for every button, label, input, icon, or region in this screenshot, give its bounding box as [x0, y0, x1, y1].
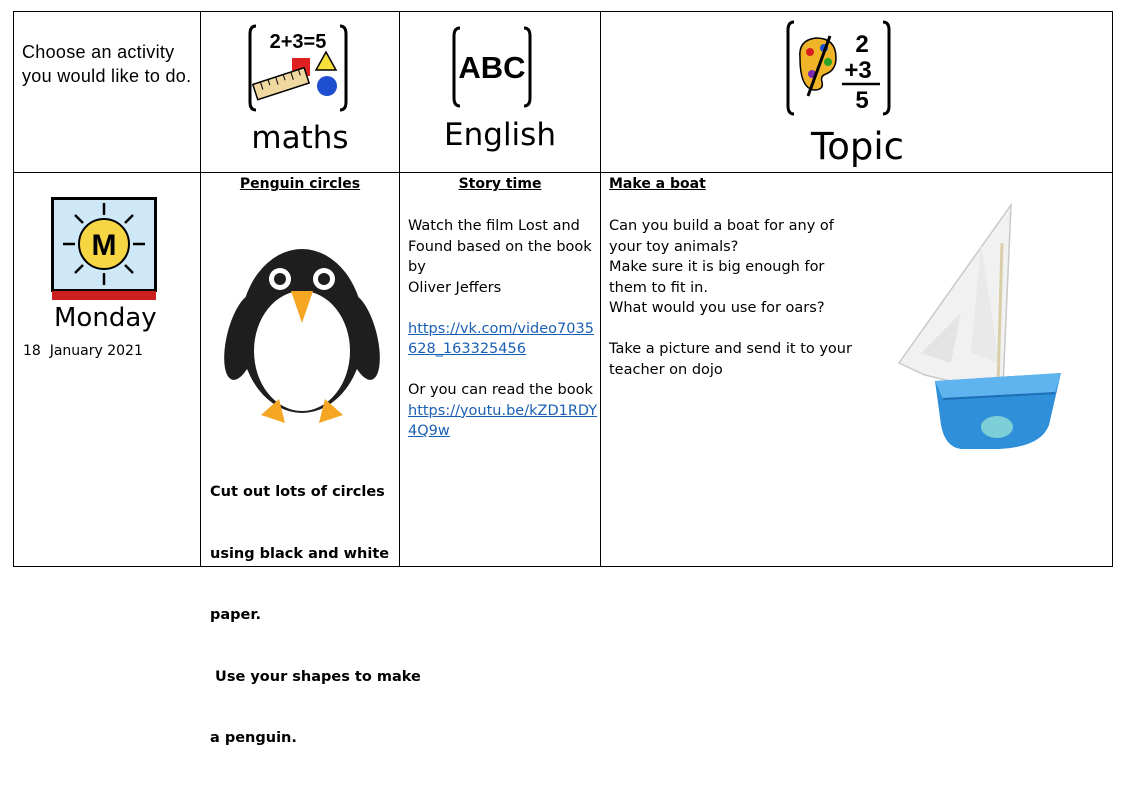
maths-line: a penguin.: [210, 730, 297, 747]
topic-line: your toy animals?: [609, 238, 739, 255]
maths-line: Use your shapes to make: [210, 668, 421, 685]
english-activity-title: Story time: [458, 176, 542, 193]
maths-line: paper.: [210, 607, 261, 624]
prompt-cell: [14, 12, 201, 173]
book-link[interactable]: https://youtu.be/kZD1RDY: [408, 402, 598, 419]
topic-line: What would you use for oars?: [609, 300, 825, 317]
activity-table: [13, 11, 1113, 747]
english-activity-cell: [400, 173, 601, 567]
topic-line: them to fit in.: [609, 279, 708, 296]
day-name: Monday: [54, 303, 157, 334]
maths-symbol-icon: [248, 22, 348, 112]
maths-sum-text: 2+3=5: [269, 31, 327, 53]
monday-letter: M: [91, 229, 117, 263]
topic-activity-title: Make a boat: [609, 176, 706, 193]
topic-header-cell: [601, 12, 1113, 173]
topic-number-mid: +3: [844, 57, 872, 84]
prompt-text: Choose an activity you would like to do.: [22, 42, 192, 86]
english-symbol-icon: [452, 24, 532, 110]
topic-number-top: 2: [855, 31, 869, 58]
day-cell: [14, 173, 201, 567]
topic-line: Can you build a boat for any of: [609, 218, 834, 235]
book-link-continued[interactable]: 4Q9w: [408, 423, 450, 440]
maths-instructions: [210, 441, 421, 790]
topic-label: Topic: [810, 125, 905, 168]
penguin-image: [217, 239, 387, 423]
topic-symbol-icon: [786, 18, 891, 118]
maths-label: maths: [251, 120, 349, 156]
english-line: Found based on the book: [408, 238, 592, 255]
english-body: [408, 216, 597, 442]
topic-number-bottom: 5: [855, 87, 869, 114]
topic-body: [609, 216, 852, 380]
english-header-cell: [400, 12, 601, 173]
maths-line: using black and white: [210, 545, 390, 562]
film-link[interactable]: https://vk.com/video7035: [408, 320, 594, 337]
english-line: Oliver Jeffers: [408, 279, 502, 296]
boat-image: [891, 203, 1069, 455]
topic-line: Make sure it is big enough for: [609, 259, 825, 276]
english-label: English: [444, 117, 556, 153]
maths-activity-title: Penguin circles: [239, 176, 361, 193]
read-book-text: Or you can read the book: [408, 382, 593, 399]
topic-activity-cell: [601, 173, 1113, 567]
english-line: by: [408, 259, 426, 276]
maths-header-cell: [201, 12, 400, 173]
topic-line: Take a picture and send it to your: [609, 341, 852, 358]
topic-line: teacher on dojo: [609, 361, 723, 378]
maths-line: Cut out lots of circles: [210, 484, 385, 501]
monday-sun-icon: [51, 197, 157, 301]
english-abc-text: ABC: [458, 50, 526, 85]
day-date: 18 January 2021: [23, 343, 143, 360]
english-line: Watch the film Lost and: [408, 218, 580, 235]
film-link-continued[interactable]: 628_163325456: [408, 341, 526, 358]
